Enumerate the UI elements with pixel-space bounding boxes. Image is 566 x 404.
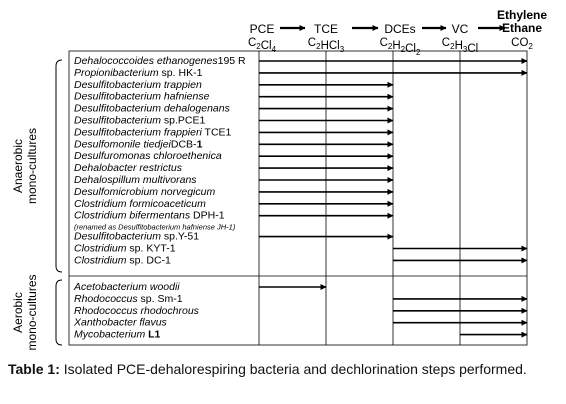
caption-text: Isolated PCE-dehalorespiring bacteria and dechlorination steps performed. <box>59 361 527 377</box>
table-caption <box>8 361 560 378</box>
organism-name: Clostridium sp. KYT-1 <box>74 242 176 255</box>
step-name-0: PCE <box>249 22 275 36</box>
organism-name: Clostridium sp. DC-1 <box>74 254 171 267</box>
step-formula-0: $C_2Cl_4$ <box>247 37 277 54</box>
table-row <box>74 210 393 222</box>
organism-name: Desulfomonile tiedjeiDCB-1 <box>74 138 203 151</box>
table-row <box>74 150 393 162</box>
organism-name: Dehalococcoides ethanogenes195 R <box>74 55 246 67</box>
organism-name: Desulfitobacterium frappieri TCE1 <box>74 126 232 139</box>
table-row <box>74 162 393 174</box>
table-row <box>73 281 326 293</box>
table-row <box>74 293 527 305</box>
organism-name: Desulfomicrobium norvegicum <box>74 185 216 198</box>
organism-name: Desulfitobacterium sp.PCE1 <box>74 114 206 127</box>
table-row <box>74 329 527 341</box>
table-row <box>74 115 393 127</box>
step-formula-1: $C_2HCl_3$ <box>307 37 345 54</box>
table-row <box>74 79 393 91</box>
table-row <box>74 198 393 210</box>
table-row <box>74 67 527 79</box>
organism-name: Rhodococcus rhodochrous <box>74 304 199 317</box>
step-formula-2: $C_2H_2Cl_2$ <box>379 37 421 57</box>
group-labels <box>11 60 62 351</box>
step-name-2: DCEs <box>384 22 416 36</box>
step-name-3: VC <box>451 22 469 36</box>
organism-name: (renamed as Desulfitobacterium hafniense JH-1) <box>74 222 236 232</box>
table-row <box>74 305 527 317</box>
step-formula-3: $C_2H_3Cl$ <box>441 37 479 55</box>
organism-name: Acetobacterium woodii <box>74 281 180 293</box>
organism-name: Desulfitobacterium trappien <box>74 78 202 91</box>
table-row <box>74 254 527 266</box>
organism-name: Dehalobacter restrictus <box>74 162 182 175</box>
table-row <box>74 126 393 138</box>
organism-name: Desulfitobacterium sp.Y-51 <box>74 230 200 243</box>
organism-name: Mycobacterium L1 <box>74 328 161 341</box>
organism-name: Clostridium bifermentans DPH-1 <box>74 209 225 222</box>
organism-name: Clostridium formicoaceticum <box>74 197 206 210</box>
table-row <box>74 243 527 255</box>
table-row <box>74 91 393 103</box>
group-bracket <box>56 280 62 345</box>
step-header <box>248 8 547 57</box>
table-row <box>74 55 527 67</box>
group-label-line1: Anaerobic <box>11 138 25 194</box>
organism-name: Rhodococcus sp. Sm-1 <box>74 292 183 305</box>
step-name-4: Ethane <box>501 21 543 35</box>
organism-name: Desulfitobacterium dehalogenans <box>74 102 230 115</box>
organism-name: Dehalospillum multivorans <box>74 174 197 186</box>
caption-label: Table 1: <box>8 361 60 377</box>
step-formula-4: $CO_2$ <box>511 37 533 51</box>
organism-name: Propionibacterium sp. HK-1 <box>74 66 203 79</box>
table-row <box>74 174 393 186</box>
table-row <box>74 138 393 150</box>
organism-name: Desulfuromonas chloroethenica <box>74 150 222 163</box>
group-bracket <box>56 60 62 272</box>
table-rows <box>73 55 527 341</box>
table-row <box>74 231 393 243</box>
table-row <box>74 186 393 198</box>
table-row <box>74 103 393 115</box>
step-name-4: Ethylene <box>496 8 548 22</box>
table-row <box>73 317 527 329</box>
group-label-line2: mono-cultures <box>25 274 39 351</box>
group-label-line1: Aerobic <box>11 292 25 333</box>
group-label-line2: mono-cultures <box>25 127 39 205</box>
organism-name: Xanthobacter flavus <box>74 316 167 329</box>
step-name-1: TCE <box>314 22 338 36</box>
organism-name: Desulfitobacterium hafniense <box>74 90 210 103</box>
